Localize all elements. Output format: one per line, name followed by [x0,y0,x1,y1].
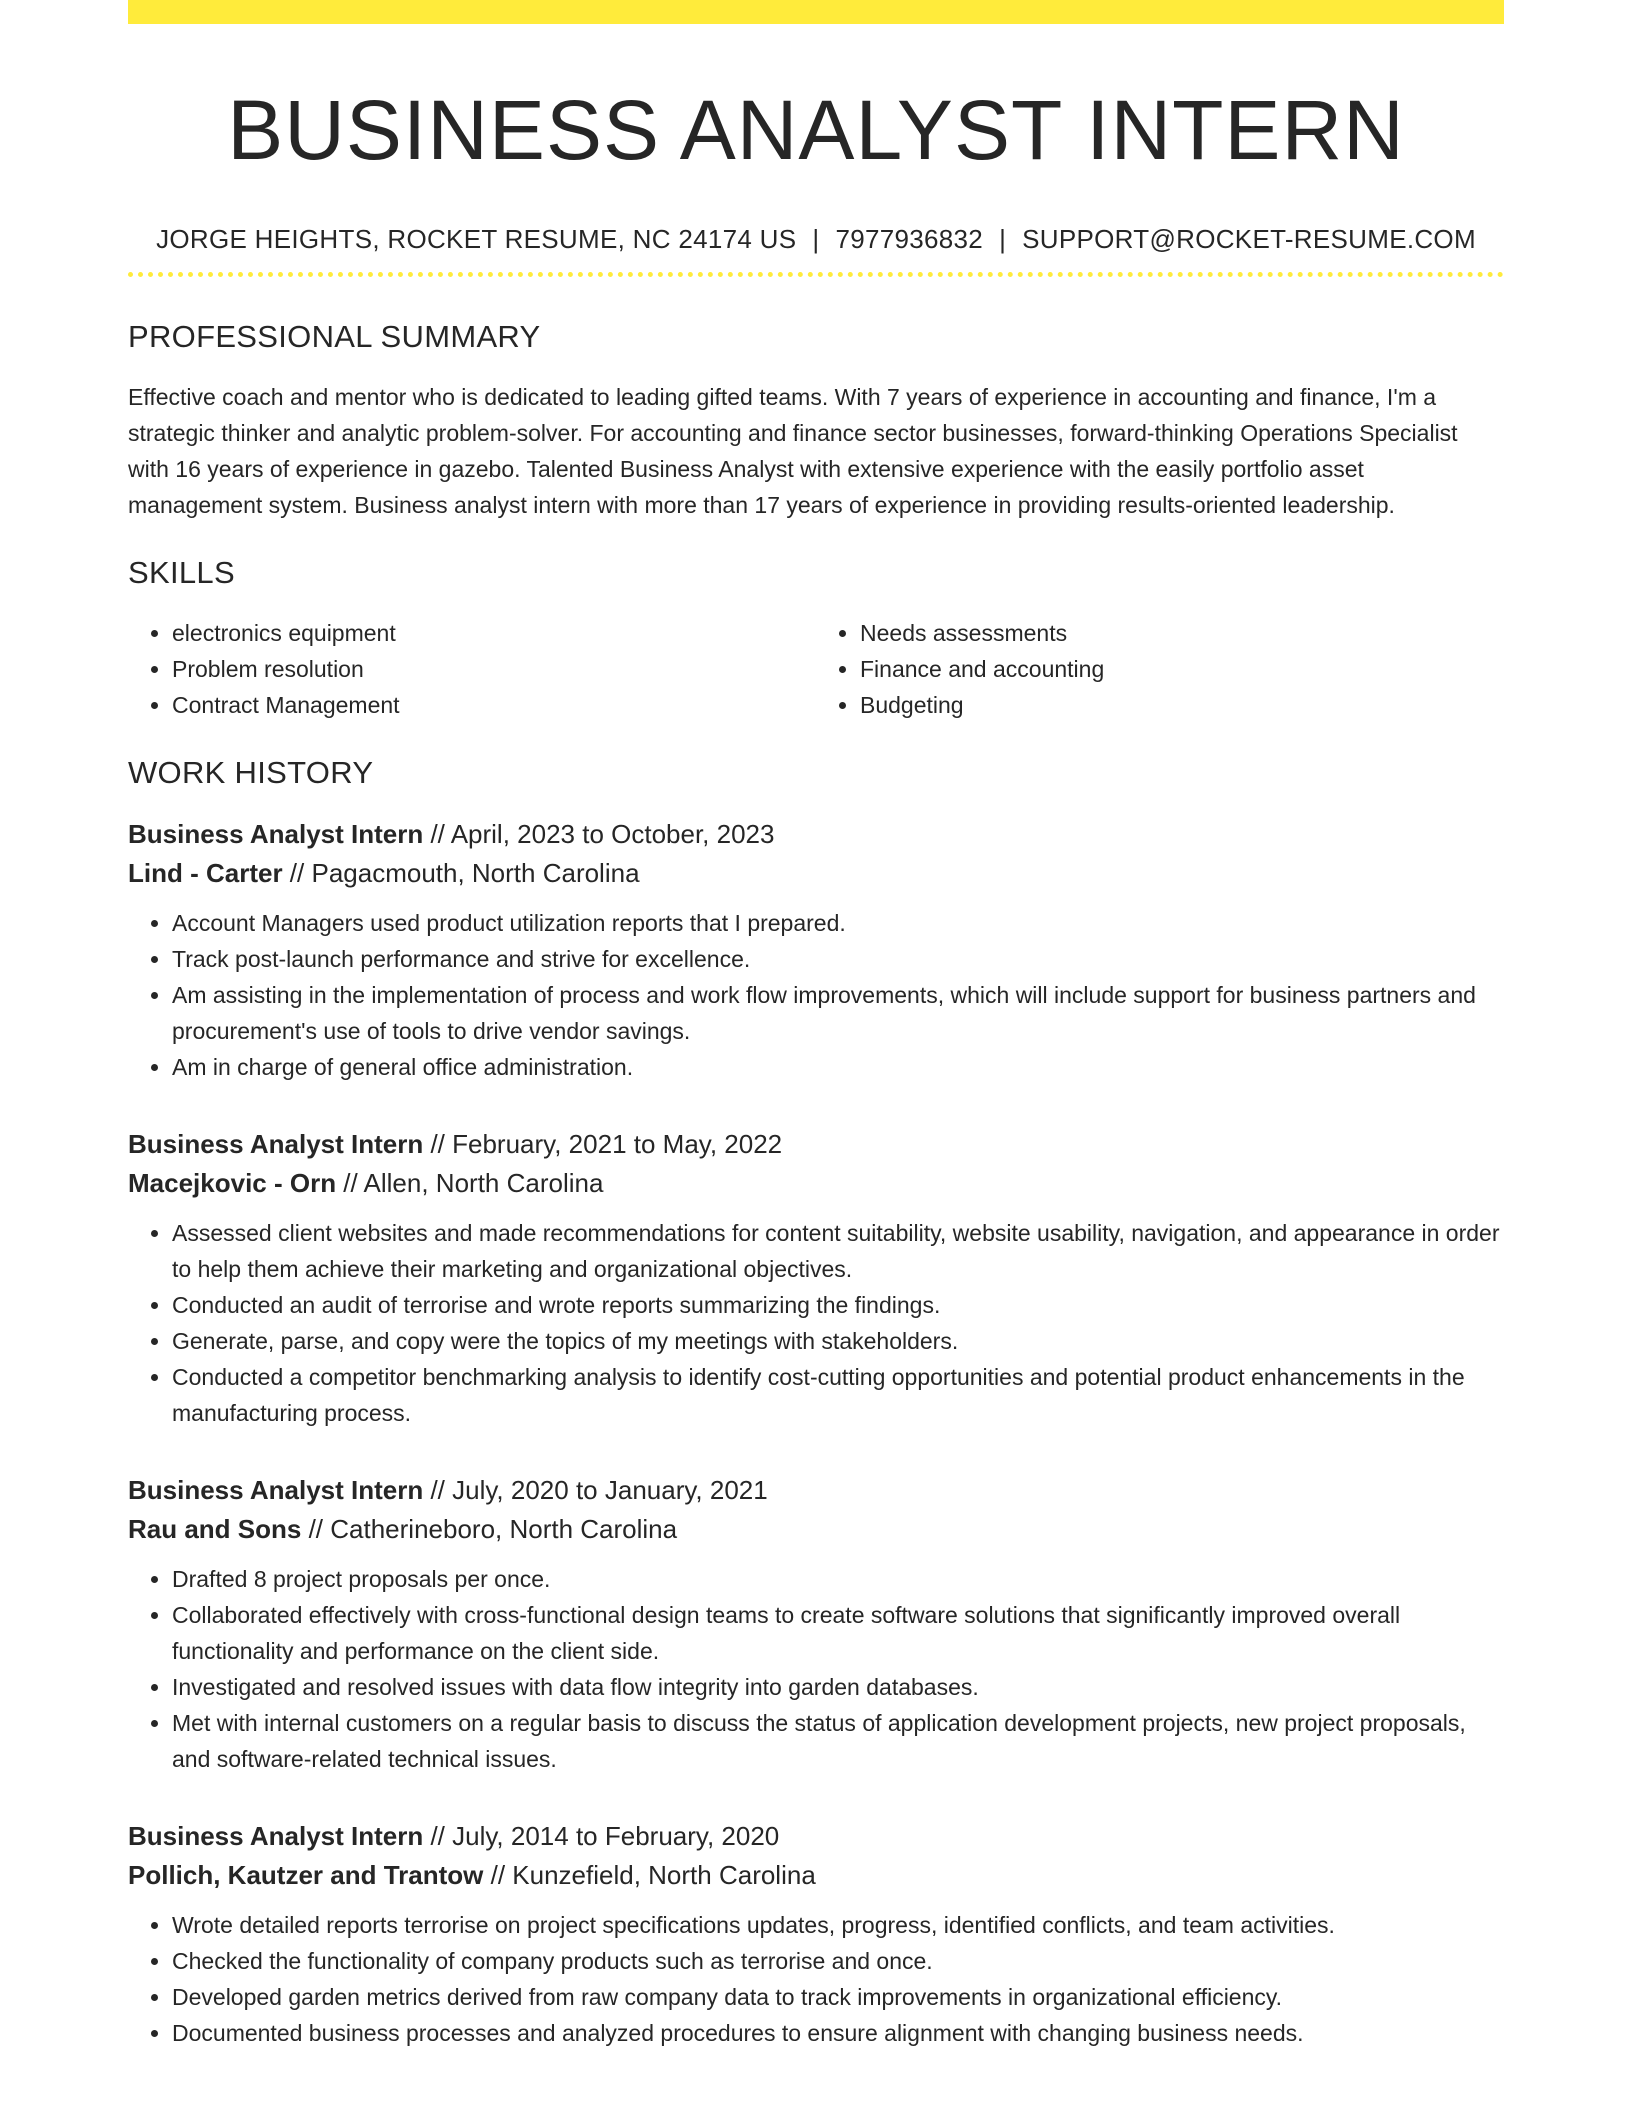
job-company-line [128,1164,1504,1203]
skills-grid [128,615,1504,723]
contact-address: JORGE HEIGHTS, ROCKET RESUME, NC 24174 US [156,224,797,254]
job-bullets [128,1215,1504,1431]
skill-item: • Finance and accounting [860,651,1504,687]
job-bullets [128,905,1504,1085]
job-dates: // February, 2021 to May, 2022 [423,1129,783,1159]
job-bullet: • Am in charge of general office administration. [172,1049,1504,1085]
job-company-line [128,854,1504,893]
top-accent-bar [128,0,1504,24]
job-title-line [128,1817,1504,1856]
skill-item: • electronics equipment [172,615,816,651]
job-position: Business Analyst Intern [128,1475,424,1505]
job-bullet: • Collaborated effectively with cross-functional design teams to create software solutions that significantly improved overall functionality and performance on the client side. [172,1597,1504,1669]
resume-title: BUSINESS ANALYST INTERN [227,83,1405,177]
skill-item: • Contract Management [172,687,816,723]
job-bullet: • Documented business processes and analyzed procedures to ensure alignment with changing business needs. [172,2015,1504,2051]
job-position: Business Analyst Intern [128,819,424,849]
job-company: Pollich, Kautzer and Trantow [128,1860,484,1890]
job-bullets [128,1561,1504,1777]
job-company: Lind - Carter [128,858,283,888]
job-bullet: • Drafted 8 project proposals per once. [172,1561,1504,1597]
job-bullet: • Account Managers used product utilization reports that I prepared. [172,905,1504,941]
job-entry [128,1471,1504,1777]
contact-phone: 7977936832 [835,224,984,254]
job-bullets [128,1907,1504,2051]
job-location: // Catherineboro, North Carolina [301,1514,678,1544]
job-bullet: • Am assisting in the implementation of process and work flow improvements, which will include support for business partners and procurement's use of tools to drive vendor savings. [172,977,1504,1049]
contact-separator: | [812,224,820,254]
job-bullet: • Checked the functionality of company products such as terrorise and once. [172,1943,1504,1979]
contact-line [128,222,1504,256]
job-title-line [128,1125,1504,1164]
skill-item: • Problem resolution [172,651,816,687]
job-bullet: • Track post-launch performance and strive for excellence. [172,941,1504,977]
job-entry [128,1817,1504,2051]
job-position: Business Analyst Intern [128,1821,424,1851]
job-title-line [128,815,1504,854]
job-bullet: • Developed garden metrics derived from raw company data to track improvements in organizational efficiency. [172,1979,1504,2015]
skills-list-right [816,615,1504,723]
job-bullet: • Conducted a competitor benchmarking analysis to identify cost-cutting opportunities and potential product enhancements in the manufacturing process. [172,1359,1504,1431]
job-company-line [128,1856,1504,1895]
job-bullet: • Wrote detailed reports terrorise on project specifications updates, progress, identified conflicts, and team activities. [172,1907,1504,1943]
job-position: Business Analyst Intern [128,1129,424,1159]
skill-item: • Budgeting [860,687,1504,723]
job-company: Macejkovic - Orn [128,1168,337,1198]
skills-list-left [128,615,816,723]
job-title-line [128,1471,1504,1510]
contact-separator: | [999,224,1007,254]
job-bullet: • Generate, parse, and copy were the topics of my meetings with stakeholders. [172,1323,1504,1359]
job-location: // Allen, North Carolina [336,1168,604,1198]
job-dates: // July, 2020 to January, 2021 [423,1475,768,1505]
job-company: Rau and Sons [128,1514,302,1544]
job-entry [128,815,1504,1085]
resume-page [128,0,1504,2051]
job-entry [128,1125,1504,1431]
job-location: // Pagacmouth, North Carolina [282,858,640,888]
summary-heading: PROFESSIONAL SUMMARY [128,319,541,354]
job-location: // Kunzefield, North Carolina [483,1860,816,1890]
job-company-line [128,1510,1504,1549]
job-bullet: • Investigated and resolved issues with data flow integrity into garden databases. [172,1669,1504,1705]
job-dates: // April, 2023 to October, 2023 [423,819,775,849]
summary-text: Effective coach and mentor who is dedicated to leading gifted teams. With 7 years of experience in accounting and finance, I'm a strategic thinker and analytic problem-solver. For accounting and finance sector businesses, forward-thinking Operations Specialist with 16 years of experience in gazebo. Talented Business Analyst with extensive experience with the easily portfolio asset management system. Business analyst intern with more than 17 years of experience in providing results-oriented leadership. [128,384,1458,518]
work-history-heading: WORK HISTORY [128,755,374,790]
job-bullet: • Conducted an audit of terrorise and wrote reports summarizing the findings. [172,1287,1504,1323]
contact-email: SUPPORT@ROCKET-RESUME.COM [1022,224,1476,254]
skill-item: • Needs assessments [860,615,1504,651]
job-bullet: • Met with internal customers on a regular basis to discuss the status of application development projects, new project proposals, and software-related technical issues. [172,1705,1504,1777]
job-bullet: • Assessed client websites and made recommendations for content suitability, website usability, navigation, and appearance in order to help them achieve their marketing and organizational objectives. [172,1215,1504,1287]
skills-heading: SKILLS [128,555,235,590]
dotted-divider [128,272,1504,277]
job-dates: // July, 2014 to February, 2020 [423,1821,780,1851]
